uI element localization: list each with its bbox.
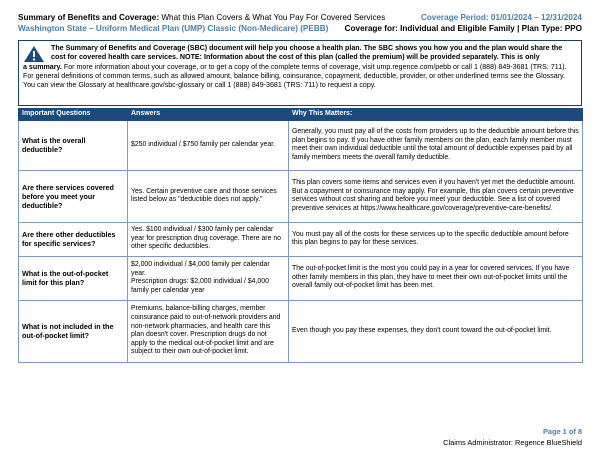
answer-cell: Yes. $100 individual / $300 family per calendar year for prescription drug coverage. There are no other specific deductibles. (128, 222, 289, 256)
page-number: Page 1 of 8 (542, 427, 582, 436)
why-cell: The out-of-pocket limit is the most you could pay in a year for covered services. If you have other family members in this plan, they have to meet their own out-of-pocket limits until the overall family out-of-pocket limit has been met. (289, 256, 583, 300)
table-row (19, 170, 583, 222)
question-cell: What is not included in the out-of-pocket limit? (19, 300, 128, 362)
page-footer (443, 427, 582, 448)
table-row (19, 256, 583, 300)
answer-cell: $2,000 individual / $4,000 family per calendar year. Prescription drugs: $2,000 individual / $4,000 family per calendar year (128, 256, 289, 300)
sbc-notice-box (18, 40, 582, 106)
document-header (18, 12, 582, 34)
why-cell: Generally, you must pay all of the costs from providers up to the deductible amount before this plan begins to pay. If you have other family members on the plan, each family member must meet their own individual deductible until the total amount of deductible expenses paid by all family members meets the overall family deductible. (289, 120, 583, 170)
warning-triangle-icon (23, 45, 45, 63)
plan-name: Washington State – Uniform Medical Plan (UMP) Classic (Non-Medicare) (PEBB) (18, 24, 329, 33)
answer-cell: Premiums, balance-billing charges, member coinsurance paid to out-of-network providers and non-network pharmacies, and health care this plan doesn't cover. Prescription drugs do not apply to the medical out-of-pocket limit and are subject to their own out-of-pocket limit. (128, 300, 289, 362)
coverage-for: Coverage for: Individual and Eligible Family | Plan Type: PPO (344, 24, 582, 33)
notice-bold-text: The Summary of Benefits and Coverage (SBC) document will help you choose a health plan. The SBC shows you how you and the plan would share the cost for covered health care services. NOTE: Information about the cost of this plan (called the premium) will be provided separately. This is only (51, 44, 563, 61)
claims-administrator: Claims Administrator: Regence BlueShield (443, 437, 582, 447)
table-row (19, 222, 583, 256)
answer-cell: Yes. Certain preventive care and those services listed below as "deductible does not apply." (128, 170, 289, 222)
why-cell: Even though you pay these expenses, they don't count toward the out-of-pocket limit. (289, 300, 583, 362)
why-cell: This plan covers some items and services even if you haven't yet met the deductible amount. But a copayment or coinsurance may apply. For example, this plan covers certain preventive services without cost sharing and before you meet your deductible. See a list of covered preventive services at https://www.healthcare.gov/coverage/preventive-care-benefits/. (289, 170, 583, 222)
question-cell: What is the overall deductible? (19, 120, 128, 170)
question-cell: What is the out-of-pocket limit for this plan? (19, 256, 128, 300)
column-header: Important Questions (19, 109, 128, 121)
coverage-period: Coverage Period: 01/01/2024 – 12/31/2024 (420, 13, 582, 22)
question-cell: Are there services covered before you meet your deductible? (19, 170, 128, 222)
table-row (19, 120, 583, 170)
column-header: Answers (128, 109, 289, 121)
important-questions-table (18, 108, 583, 363)
question-cell: Are there other deductibles for specific services? (19, 222, 128, 256)
notice-body: a summary. For more information about your coverage, or to get a copy of the complete terms of coverage, visit ump.regence.com/pebb or call 1 (888) 849-3681 (TRS: 711). For general definitions of common terms, such as allowed amount, balance billing, coinsurance, copayment, deductible, provider, or other underlined terms see the Glossary. You can view the Glossary at healthcare.gov/sbc-glossary or call 1 (888) 849-3681 (TRS: 711) to request a copy. (23, 63, 567, 89)
table-header-row (19, 109, 583, 121)
column-header: Why This Matters: (289, 109, 583, 121)
table-row (19, 300, 583, 362)
document-title: Summary of Benefits and Coverage: What this Plan Covers & What You Pay For Covered Services (18, 13, 386, 22)
answer-cell: $250 individual / $750 family per calendar year. (128, 120, 289, 170)
why-cell: You must pay all of the costs for these services up to the specific deductible amount before this plan begins to pay for these services. (289, 222, 583, 256)
